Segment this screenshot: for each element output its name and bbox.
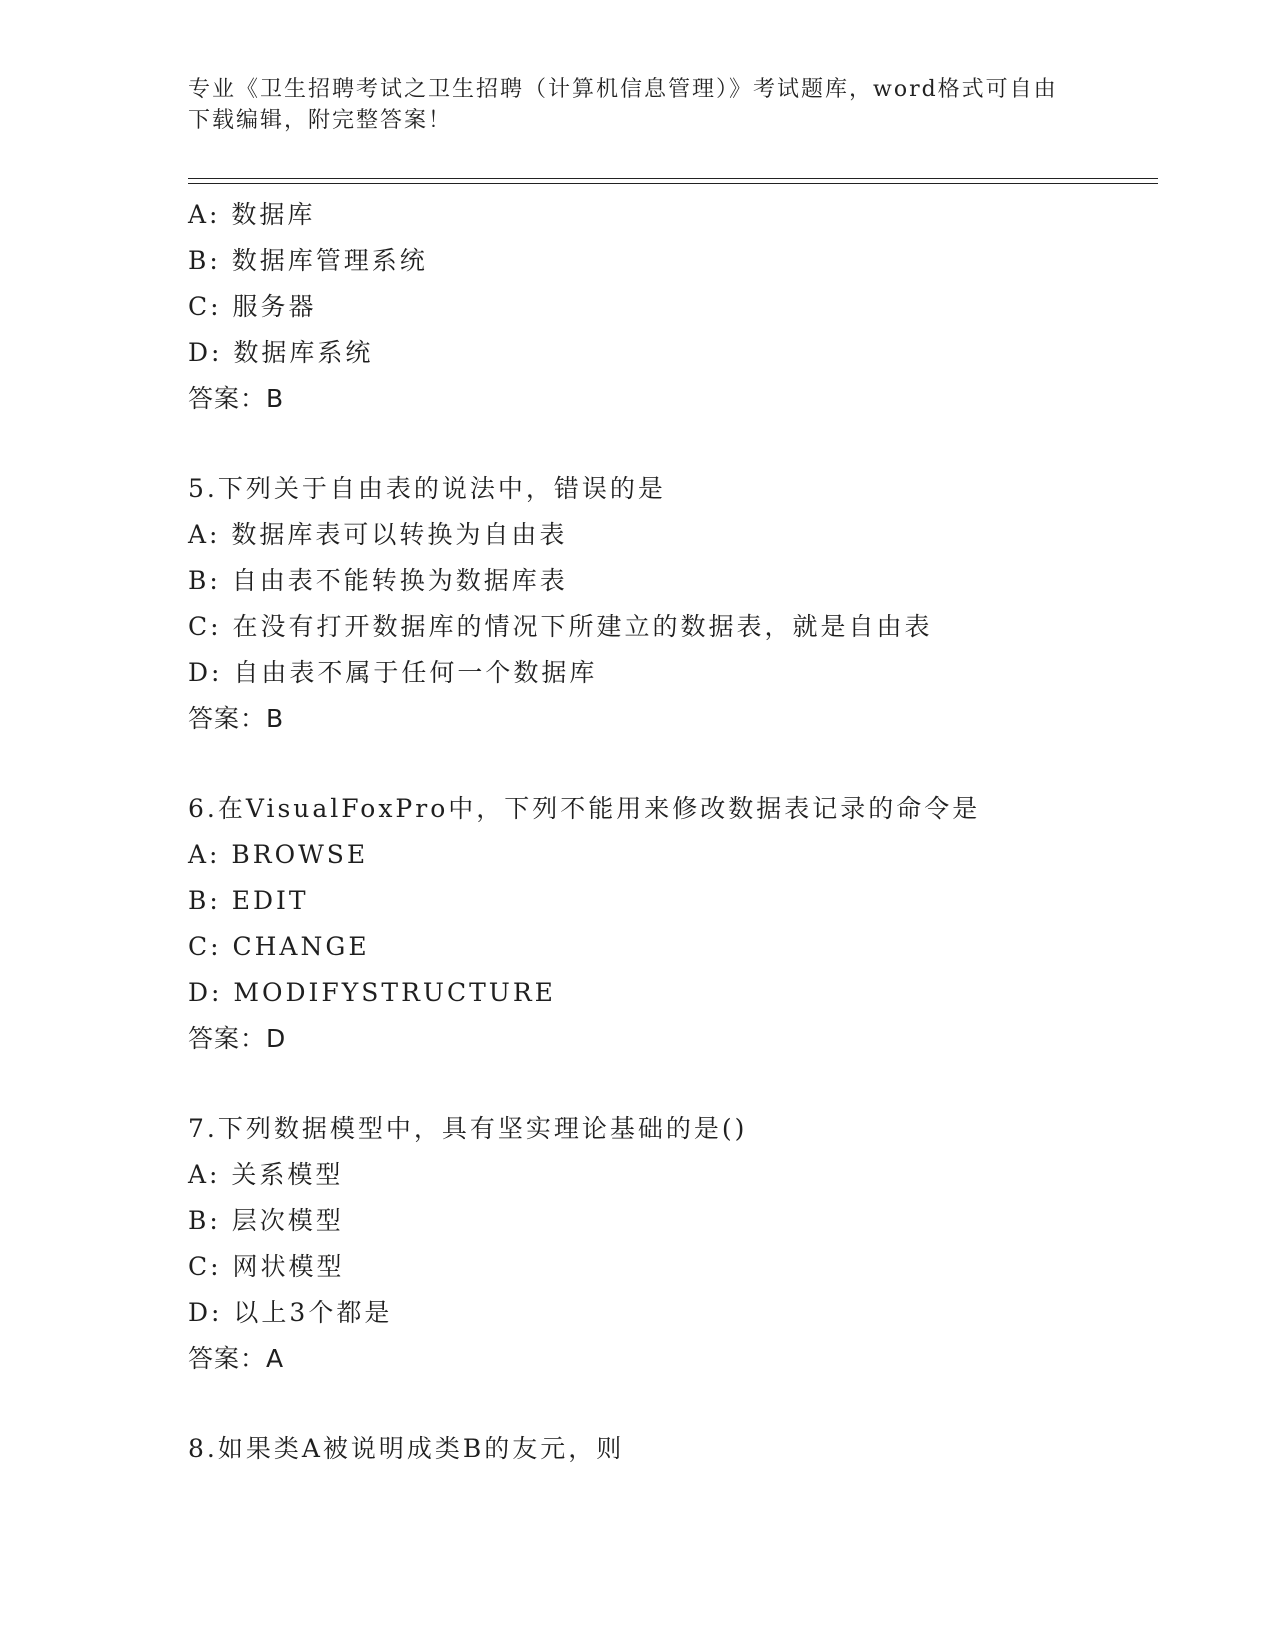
option-d: D: 数据库系统	[188, 338, 374, 367]
question-stem: 7.下列数据模型中，具有坚实理论基础的是()	[188, 1114, 748, 1143]
question-5-block	[188, 466, 1188, 742]
question-list	[188, 192, 1188, 1472]
option-a: A: 数据库表可以转换为自由表	[188, 520, 568, 549]
answer-line: 答案：D	[188, 1024, 287, 1053]
option-b: B: 层次模型	[188, 1206, 344, 1235]
question-stem: 8.如果类A被说明成类B的友元，则	[188, 1434, 625, 1463]
document-header: 专业《卫生招聘考试之卫生招聘（计算机信息管理）》考试题库，word格式可自由下载编辑，附完整答案！	[188, 77, 1058, 133]
answer-line: 答案：A	[188, 1344, 285, 1373]
question-stem: 5.下列关于自由表的说法中，错误的是	[188, 474, 666, 503]
answer-line: 答案：B	[188, 704, 285, 733]
option-b: B: EDIT	[188, 886, 309, 915]
question-7-block	[188, 1106, 1188, 1382]
option-a: A: 数据库	[188, 200, 316, 229]
option-c: C: CHANGE	[188, 932, 370, 961]
option-a: A: 关系模型	[188, 1160, 344, 1189]
spacer	[188, 742, 1188, 786]
option-c: C: 在没有打开数据库的情况下所建立的数据表，就是自由表	[188, 612, 933, 641]
spacer	[188, 1382, 1188, 1426]
option-d: D: 以上3个都是	[188, 1298, 393, 1327]
question-8-block	[188, 1426, 1188, 1472]
question-stem: 6.在VisualFoxPro中，下列不能用来修改数据表记录的命令是	[188, 794, 981, 823]
header-divider-top	[188, 178, 1158, 179]
option-d: D: 自由表不属于任何一个数据库	[188, 658, 598, 687]
option-d: D: MODIFYSTRUCTURE	[188, 978, 556, 1007]
option-b: B: 数据库管理系统	[188, 246, 428, 275]
option-c: C: 网状模型	[188, 1252, 345, 1281]
option-b: B: 自由表不能转换为数据库表	[188, 566, 568, 595]
spacer	[188, 1062, 1188, 1106]
question-4-block	[188, 192, 1188, 422]
spacer	[188, 422, 1188, 466]
option-a: A: BROWSE	[188, 840, 369, 869]
header-divider-bottom	[188, 183, 1158, 184]
option-c: C: 服务器	[188, 292, 317, 321]
answer-line: 答案：B	[188, 384, 285, 413]
question-6-block	[188, 786, 1188, 1062]
